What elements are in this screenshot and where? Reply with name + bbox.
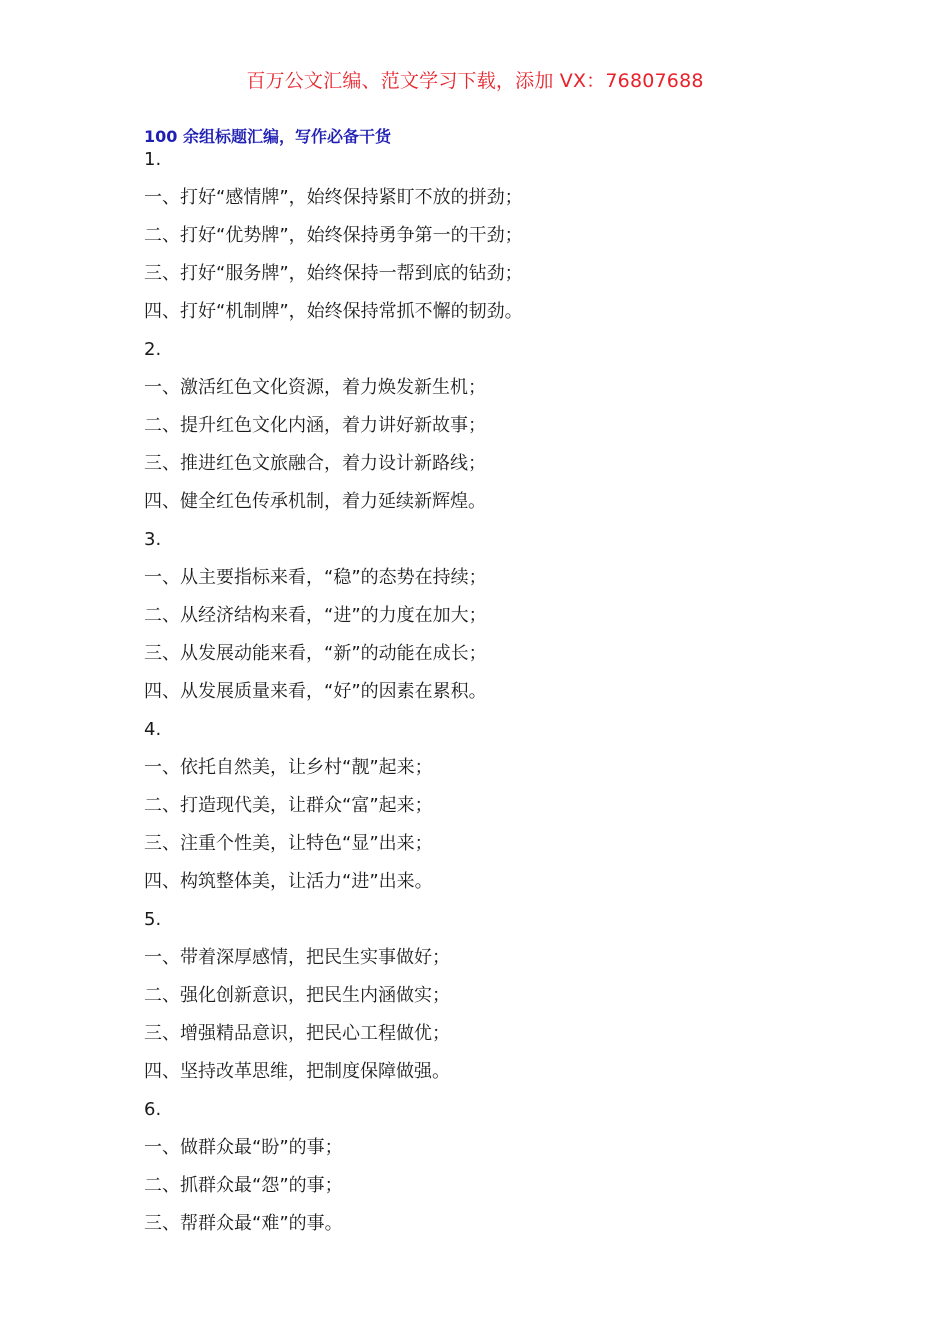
list-item: 四、从发展质量来看，“好”的因素在累积。 bbox=[144, 681, 487, 702]
header-banner: 百万公文汇编、范文学习下载，添加 VX：76807688 bbox=[246, 70, 704, 92]
group-number: 1. bbox=[144, 149, 162, 170]
group-number: 5. bbox=[144, 909, 162, 930]
list-item: 四、坚持改革思维，把制度保障做强。 bbox=[144, 1061, 450, 1082]
list-item: 一、带着深厚感情，把民生实事做好； bbox=[144, 947, 450, 968]
list-item: 三、推进红色文旅融合，着力设计新路线； bbox=[144, 453, 486, 474]
list-item: 一、做群众最“盼”的事； bbox=[144, 1137, 343, 1158]
list-item: 二、强化创新意识，把民生内涵做实； bbox=[144, 985, 450, 1006]
group-number: 4. bbox=[144, 719, 162, 740]
list-item: 二、打造现代美，让群众“富”起来； bbox=[144, 795, 433, 816]
group-number: 3. bbox=[144, 529, 162, 550]
document-title: 100 余组标题汇编，写作必备干货 bbox=[144, 127, 391, 146]
group-number: 6. bbox=[144, 1099, 162, 1120]
group-number: 2. bbox=[144, 339, 162, 360]
list-item: 三、从发展动能来看，“新”的动能在成长； bbox=[144, 643, 487, 664]
list-item: 二、从经济结构来看，“进”的力度在加大； bbox=[144, 605, 487, 626]
list-item: 二、抓群众最“怨”的事； bbox=[144, 1175, 343, 1196]
list-item: 三、打好“服务牌”，始终保持一帮到底的钻劲； bbox=[144, 263, 523, 284]
list-item: 三、帮群众最“难”的事。 bbox=[144, 1213, 343, 1234]
list-item: 三、增强精品意识，把民心工程做优； bbox=[144, 1023, 450, 1044]
list-item: 三、注重个性美，让特色“显”出来； bbox=[144, 833, 433, 854]
list-item: 一、打好“感情牌”，始终保持紧盯不放的拼劲； bbox=[144, 187, 523, 208]
list-item: 二、提升红色文化内涵，着力讲好新故事； bbox=[144, 415, 486, 436]
list-item: 四、打好“机制牌”，始终保持常抓不懈的韧劲。 bbox=[144, 301, 523, 322]
list-item: 一、从主要指标来看，“稳”的态势在持续； bbox=[144, 567, 487, 588]
document-body bbox=[144, 148, 844, 1250]
list-item: 一、激活红色文化资源，着力焕发新生机； bbox=[144, 377, 486, 398]
list-item: 二、打好“优势牌”，始终保持勇争第一的干劲； bbox=[144, 225, 523, 246]
list-item: 四、构筑整体美，让活力“进”出来。 bbox=[144, 871, 433, 892]
list-item: 四、健全红色传承机制，着力延续新辉煌。 bbox=[144, 491, 486, 512]
list-item: 一、依托自然美，让乡村“靓”起来； bbox=[144, 757, 433, 778]
